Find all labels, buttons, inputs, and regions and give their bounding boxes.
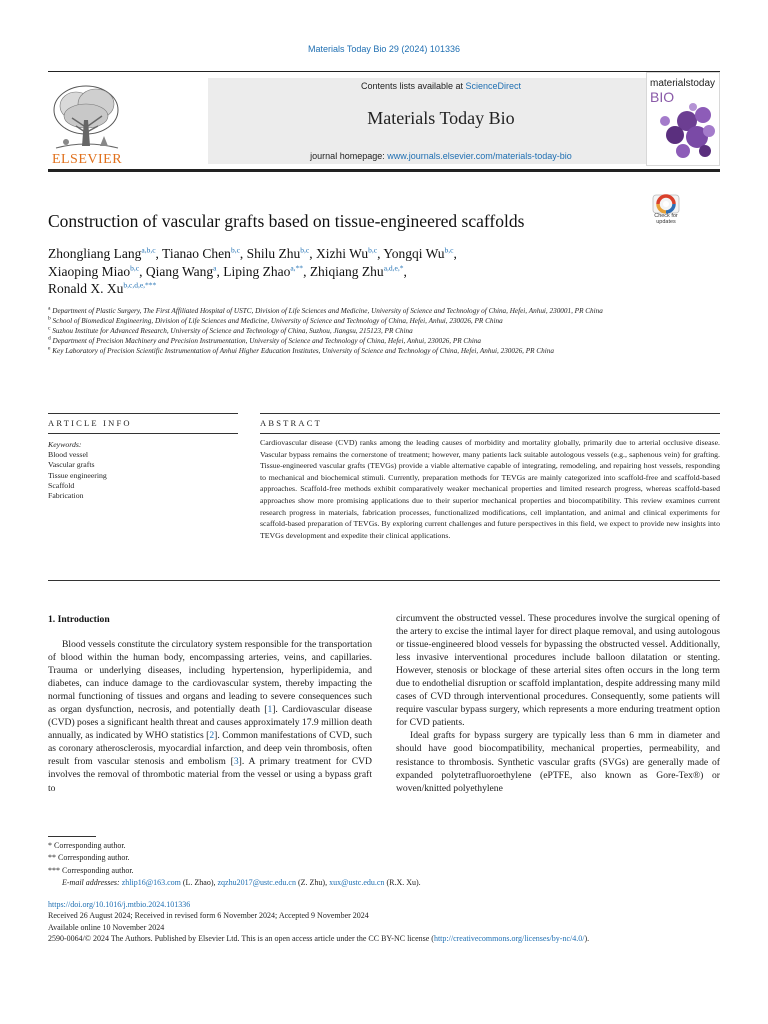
journal-banner [208, 78, 674, 164]
license-statement [48, 933, 720, 944]
email-owner: (R.X. Xu). [384, 877, 421, 887]
body-paragraph [48, 638, 372, 795]
footnote-rule [48, 836, 96, 837]
affiliation-item [48, 306, 678, 316]
author-name[interactable]: Shilu Zhu [246, 246, 301, 261]
author-name[interactable]: Yongqi Wu [383, 246, 445, 261]
article-info-under-rule [48, 433, 238, 434]
journal-title: Materials Today Bio [367, 108, 515, 128]
author-affiliation-marker[interactable]: b,c [368, 245, 378, 255]
license-text: 2590-0064/© 2024 The Authors. Published by Elsevier Ltd. This is an open access article under the CC BY-NC license ( [48, 934, 434, 944]
keyword-item: Vascular grafts [48, 460, 95, 470]
license-text: ). [584, 934, 590, 944]
author-affiliation-marker[interactable]: a [213, 263, 217, 272]
affiliation-text: Key Laboratory of Precision Scientific Instrumentation of Anhui Higher Education Institutes, University of Science and Technology of China, Hefei, Anhui, 230026, PR China [52, 347, 554, 355]
section-heading-introduction: 1. Introduction [48, 614, 110, 625]
author-name[interactable]: Xiaoping Miao [48, 263, 131, 279]
author-name[interactable]: Tianao Chen [162, 246, 231, 261]
footnote-emails [48, 877, 720, 889]
cover-artwork [647, 73, 720, 166]
paragraph-text: Blood vessels constitute the circulatory system responsible for the transportation of blood within the human body, encompassing arteries, veins, and capillaries. Trauma or underlying diseases, including hypertension, hyperlipidemia, and diabetes, can induce damage to the cardiovascular system, thereby impacting the normal functioning of tissues and organs and leading to severe consequences such as organ dysfunction, necrosis, and potentially death [ [48, 639, 372, 716]
keywords-block [48, 440, 238, 501]
publication-metadata [48, 899, 720, 945]
affiliation-marker: e [48, 345, 51, 352]
affiliation-marker: b [48, 315, 51, 322]
available-online-date: Available online 10 November 2024 [48, 922, 165, 932]
email-owner: (L. Zhao), [180, 877, 218, 887]
publisher-wordmark: ELSEVIER [51, 152, 123, 167]
body-paragraph: circumvent the obstructed vessel. These procedures involve the surgical opening of the artery to excise the intimal layer for direct plaque removal, and using autologous or tissue-engineered blood vessels for bypassing the obstructed vessel. Additionally, less invasive interventional procedures include balloon dilatation or stenting. However, stenosis or blockage of these arterial sites often occurs in the long term due to endothelial disruption or scaffold implantation, despite addressing many mild cases of CVD through interventional procedures. Consequently, some patients will require vascular bypass surgery, which represents a more enduring treatment option for CVD patients. [396, 613, 720, 729]
author-separator: , [155, 246, 163, 261]
citation-link[interactable]: 1 [267, 704, 273, 716]
footnote-corresponding-2: ** Corresponding author. [48, 853, 130, 863]
affiliation-text: Department of Precision Machinery and Precision Instrumentation, University of Science and Technology of China, Hefei, Anhui, 230026, PR China [52, 337, 482, 345]
doi-link[interactable]: https://doi.org/10.1016/j.mtbio.2024.101336 [48, 900, 191, 909]
abstract-heading: ABSTRACT [260, 418, 322, 428]
affiliation-text: Suzhou Institute for Advanced Research, University of Science and Technology of China, Suzhou, Jiangsu, 215123, PR China [52, 327, 413, 335]
author-separator: , [309, 246, 317, 261]
email-owner: (Z. Zhu), [295, 877, 330, 887]
author-separator: , [403, 263, 407, 279]
contents-prefix: Contents lists available at [360, 81, 466, 91]
author-affiliation-marker[interactable]: a,** [290, 263, 304, 272]
citation-link[interactable]: 2 [209, 730, 215, 742]
author-name[interactable]: Qiang Wang [145, 263, 214, 279]
email-link-xu[interactable]: xux@ustc.edu.cn [329, 877, 385, 887]
sciencedirect-link[interactable]: ScienceDirect [465, 81, 522, 91]
author-separator: , [139, 263, 146, 279]
author-separator: , [377, 246, 384, 261]
citation-link[interactable]: 3 [233, 756, 239, 768]
author-separator: , [453, 246, 457, 261]
received-dates: Received 26 August 2024; Received in revised form 6 November 2024; Accepted 9 November 2024 [48, 911, 369, 921]
author-name[interactable]: Ronald X. Xu [48, 281, 124, 296]
abstract-text: Cardiovascular disease (CVD) ranks among the leading causes of morbidity and mortality globally, primarily due to arterial occlusive disease. Vascular bypass remains the cornerstone of treatment; however, many patients lack suitable autologous vessels (e.g., saphenous vein) for grafting. Tissue-engineered vascular grafts (TEVGs) provide a viable alternative capable of integrating, remodeling, and repairing host vessels, responding to mechanical and biochemical stimuli. Currently, preparation methods for TEVGs are mainly categorized into scaffold-free and scaffold-based approaches. Scaffold-free methods exhibit comparatively weaker mechanical properties and limited research progress, whereas scaffold-based approaches show more promising applications due to their superior mechanical properties and biocompatibility. This review examines current research progress in materials, fabrication processes, functionalized modifications, cell implantation, and animal and clinical experiments for scaffold-based preparation of TEVGs. By exploring current challenges and future perspectives in this field, we expect to provide new insights into TEVGs development and expedite their clinical applications. [260, 438, 720, 540]
homepage-link[interactable]: www.journals.elsevier.com/materials-today-bio [387, 151, 572, 161]
author-affiliation-marker[interactable]: a,d,e,* [383, 263, 404, 272]
body-column-left [48, 638, 372, 795]
paragraph-text: ]. Cardiovascular disease (CVD) poses a significant health threat and causes approximately 17.9 million death annually, as indicated by WHO statistics [ [48, 704, 372, 742]
article-info-heading: ARTICLE INFO [48, 418, 132, 428]
keyword-item: Blood vessel [48, 450, 89, 460]
affiliation-marker: d [48, 335, 51, 342]
cover-subtitle: BIO [650, 89, 675, 105]
article-info-rule [48, 413, 238, 414]
email-link-zhu[interactable]: zqzhu2017@ustc.edu.cn [217, 877, 296, 887]
author-list [48, 245, 608, 298]
journal-cover-image[interactable] [646, 72, 720, 166]
contents-availability [208, 81, 674, 91]
affiliation-item [48, 326, 678, 336]
license-link[interactable]: http://creativecommons.org/licenses/by-nc/4.0/ [433, 934, 585, 944]
abstract-under-rule [260, 433, 720, 434]
keyword-item: Tissue engineering [48, 470, 107, 480]
footnotes [48, 840, 720, 889]
keywords-label: Keywords: [48, 440, 82, 449]
journal-masthead [48, 71, 720, 169]
author-separator: , [216, 263, 224, 279]
author-affiliation-marker[interactable]: b,c [230, 245, 240, 255]
author-affiliation-marker[interactable]: b,c,d,e,*** [123, 280, 157, 290]
author-name[interactable]: Zhiqiang Zhu [309, 263, 384, 279]
keyword-item: Scaffold [48, 480, 75, 490]
abstract-bottom-rule [48, 580, 720, 581]
abstract-rule [260, 413, 720, 414]
affiliation-text: Department of Plastic Surgery, The First Affiliated Hospital of USTC, Division of Life Sciences and Medicine, University of Science and Technology of China, Hefei, Anhui, 230001, PR China [52, 307, 603, 315]
author-affiliation-marker[interactable]: b,c [300, 245, 310, 255]
author-name[interactable]: Liping Zhao [223, 263, 291, 279]
paragraph-text: ]. A primary treatment for CVD involves the removal of thrombotic material from the vessel or using a bypass graft to [48, 756, 372, 794]
masthead-rule [48, 169, 720, 172]
email-label: E-mail addresses: [62, 877, 120, 887]
author-name[interactable]: Xizhi Wu [316, 246, 369, 261]
journal-homepage [208, 151, 674, 161]
journal-reference[interactable]: Materials Today Bio 29 (2024) 101336 [308, 44, 460, 54]
article-title: Construction of vascular grafts based on tissue-engineered scaffolds [48, 211, 525, 231]
footnote-corresponding-1: * Corresponding author. [48, 841, 126, 850]
author-separator: , [239, 246, 247, 261]
affiliation-item [48, 316, 678, 326]
body-paragraph: Ideal grafts for bypass surgery are typically less than 6 mm in diameter and should have good biocompatibility, mechanical properties, permeability, and resistance to thrombosis. Synthetic vascular grafts (SVGs) are generally made of expanded polytetrafluoroethylene (ePTFE, also known as Gore-Tex®) or woven/knitted polyethylene [396, 730, 720, 794]
body-column-right [396, 612, 720, 795]
affiliation-list [48, 306, 678, 356]
author-affiliation-marker[interactable]: b,c [444, 245, 454, 255]
affiliation-marker: c [48, 325, 51, 332]
author-separator: , [303, 263, 310, 279]
homepage-prefix: journal homepage: [310, 151, 388, 161]
affiliation-marker: a [48, 305, 51, 312]
affiliation-item [48, 336, 678, 346]
check-for-updates-label[interactable]: Check for updates [654, 213, 678, 225]
email-link-zhao[interactable]: zhlip16@163.com [121, 877, 181, 887]
affiliation-text: School of Biomedical Engineering, Division of Life Sciences and Medicine, University of Science and Technology of China, Hefei, Anhui, 230026, PR China [52, 317, 503, 325]
footnote-corresponding-3: *** Corresponding author. [48, 865, 134, 875]
author-affiliation-marker[interactable]: b,c [130, 263, 140, 272]
keyword-item: Fabrication [48, 491, 84, 501]
paragraph-text: ]. Common manifestations of CVD, such as coronary atherosclerosis, myocardial infarction, and deep vein thrombosis, often result from vascular stenosis and embolism [ [48, 730, 372, 768]
affiliation-item [48, 346, 678, 356]
cover-title: materialstoday [650, 78, 716, 89]
author-name[interactable]: Zhongliang Lang [48, 246, 142, 261]
author-affiliation-marker[interactable]: a,b,c [141, 245, 156, 255]
